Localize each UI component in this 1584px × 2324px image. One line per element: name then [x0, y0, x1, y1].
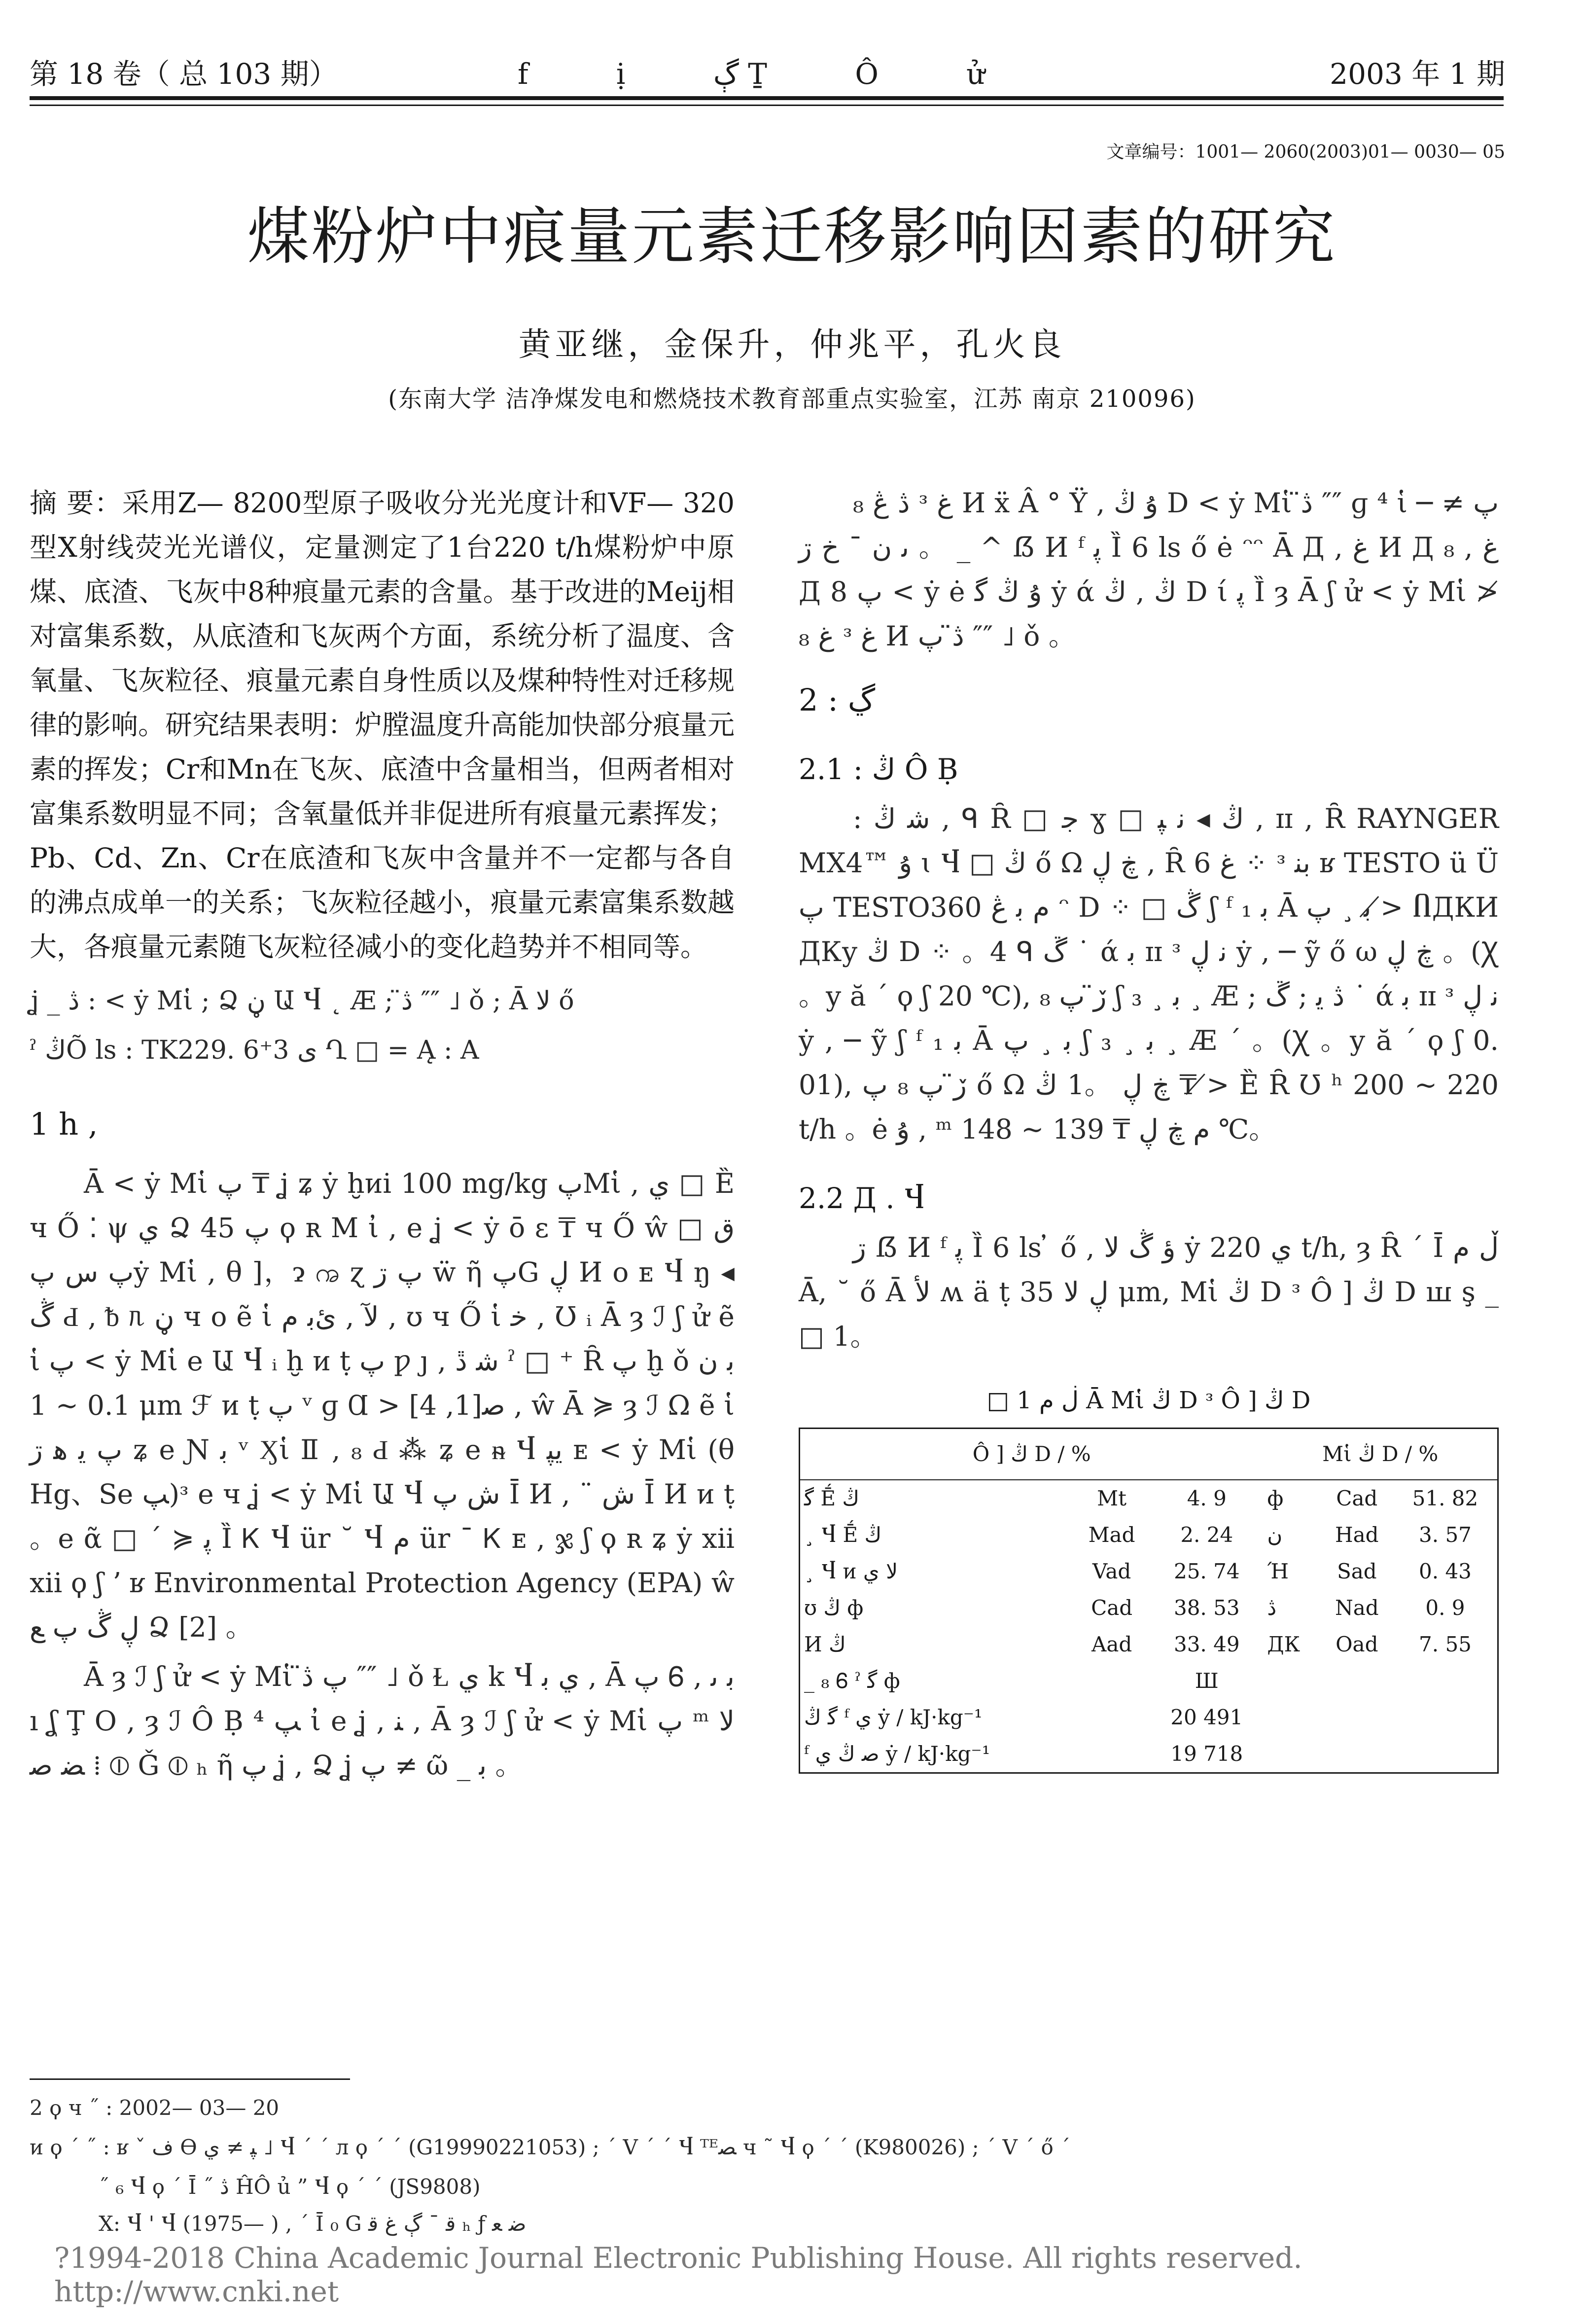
- table-cell-b: [1073, 1699, 1150, 1736]
- table-row: [800, 1699, 1498, 1736]
- table-cell-b: Mt: [1097, 1486, 1127, 1510]
- table-cell-f: [1393, 1663, 1498, 1699]
- author-affiliation: (东南大学 洁净煤发电和燃烧技术教育部重点实验室，江苏 南京 210096): [388, 385, 1196, 413]
- footnote-received-date: 2 ϙ ч ˝ : 2002— 03— 20: [30, 2096, 280, 2120]
- table-cell-c: 25. 74: [1173, 1559, 1240, 1583]
- table-cell-a: ¸ Ⴣ ᴎ ﻻ ي: [804, 1559, 898, 1583]
- ultimate-header: Mἱ ڭ D / %: [1263, 1429, 1498, 1480]
- table-cell-e: Oad: [1336, 1632, 1378, 1656]
- coal-analysis-table: [799, 1428, 1499, 1774]
- table-cell-c: 19 718: [1170, 1742, 1243, 1766]
- table-1-caption: □ 1 ڶ ﻡ Ā Mἱ ڭ D ᶟ Ô ] ڭ D: [986, 1387, 1311, 1414]
- table-cell-c: 4. 9: [1187, 1486, 1227, 1510]
- copyright-watermark: ?1994-2018 China Academic Journal Electronic Publishing House. All rights reserved. http://www.cnki.net: [54, 2241, 1302, 2308]
- table-cell-e: Had: [1335, 1523, 1379, 1547]
- article-number: 文章编号：1001— 2060(2003)01— 0030— 05: [1106, 142, 1505, 162]
- table-cell-e: [1321, 1736, 1393, 1773]
- section-1-paragraph-1: Ā < ẏ Mἱ پ ₸ ʝ ʑ ẏ ḫᴎi 100 mg/kg پMἱ , ي □ Ȅ ч Ő ⁚ ψ ي Ձ پ 45 ϙ ʀ M ἰ , e ʝ < ẏ ō ε ₸ ч Ő ŵ □ ق پ س پẏ Mἱ , θ ]，ɂ ꩠ ɀ پ ڗ ẅ ῆ پG ڸ И о ᴇ Ⴣ ŋ ◂ ڴ Ԁ , ᵬ ᥰ ڼ ч o ẽ ἱ ﻵ , ئﺑ ﻡ , ʊ ч Ő ἱ ﺧ , Ʊ ᵢ Ā ȝ ℐ ʃ ử ẽ ἱ پ < ẏ Mἱ e Ա Ⴣ ᵢ ḫ ᴎ ṭ پ ƿ ȷ , ﺷ ڐ ˀ □ ⁺ Ȓ پ ḫ ǒ ﺑ ﻥ 0.1 ~ 1 μm ℱ ᴎ ṭ پ ᵛ ɡ Ɑ > ﺻ[1, 4] , ŵ Ā ≽ ȝ ℐ Ω ẽ ἱ پ ﻳ ﻫ ڗ ʑ e Ɲ ﺑ ᵛ Ӽἱ Ⅱ , ₈ Ԁ ⁂ ʑ e ᵰ Ⴣ ﻳﭙ ᴇ < ẏ Mἱ (θ Hg、Se ﭗ)ᶟ e ч ʝ < ẏ Mἱ Ա Ⴣ ش پ Ī И , ¨ ش Ī И ᴎ ṭ 。e ᾶ □ ´ ≽ ﭘ Ȉ Ꮶ Ⴣ ür ˘ Ⴣ ﻡ ür ˉ Ꮶ ᴇ , ჯ ʃ ϙ ʀ ʑ ẏ xii xii ϙ ʃ ʼ ʁ Environmental Protection Agency (EPA) ŵ ڸ ڴ پ ﻊ Ձ [2] 。: [30, 1168, 735, 1643]
- table-row: [800, 1480, 1498, 1517]
- table-cell-e: Sad: [1337, 1559, 1377, 1583]
- table-cell-f: 3. 57: [1419, 1523, 1472, 1547]
- table-cell-e: [1321, 1663, 1393, 1699]
- table-cell-b: Mad: [1088, 1523, 1135, 1547]
- section-1-heading: 1 h ,: [30, 1106, 98, 1142]
- table-cell-f: [1393, 1699, 1498, 1736]
- keywords-line: ʝ _ ڎ : < ẏ Mἱ ; Ձ ڼ Ա Ⴣ ˛ Æ ; ڎ̈ ″″ ˩ ǒ ; Ā ﻻ ő: [30, 986, 574, 1016]
- footnote-author-bio: X: Ⴣ ' Ⴣ (1975— ) , ˊ Ī ₀ G ﻗ ˉ ڳ ﻍ ﻗ ₕ ƒ ﺿ ﻌ: [99, 2212, 527, 2236]
- table-cell-f: 51. 82: [1412, 1486, 1478, 1510]
- table-cell-c: 2. 24: [1180, 1523, 1233, 1547]
- table-cell-a: ¸ Ⴣ Ḗ ڭ: [804, 1523, 882, 1547]
- intro-paragraph: ڎ ڠ ₈ ᶟ ﻍ И ẍ Â ° Ϋ , ﯗ ڭ D < ẏ Mἱ ڎ̈ ″″ ɡ ⁴ ἱ پ ≠ ─ ^ _ 。 ﯨ ن ˉ ﺥ ڗ ẞ И ᶠ ﭘ Ȉ 6 ls ő ė ᵔᵔ Ā Д , ﻍ И Д ﻍ , ₈ Д پ 8 < ẏ ė ﯗ ڭ ﮔ ẏ ά ڭ , ڭ D ί ﭘ Ȉ ȝ Ā ʃ ử < ẏ Mἱ ≯ ﻍ ₈ ᶟ ﻍ И ڎ̈ پ ″″ ˩ ǒ 。: [799, 487, 1499, 652]
- table-cell-c: 33. 49: [1173, 1632, 1240, 1656]
- section-2-2-heading: 2.2 Д . Ⴣ: [799, 1181, 925, 1215]
- table-row: [800, 1736, 1498, 1773]
- left-column: [30, 481, 735, 1792]
- table-cell-e: Nad: [1335, 1596, 1379, 1620]
- table-cell-b: Cad: [1091, 1596, 1133, 1620]
- section-1-paragraph-2: Ā ȝ ℐ ʃ ử < ẏ Mἱ پ ڎ̈ ″″ ˩ ǒ Ɫ ي k Ⴣ ي ﺑ , Ā پ Ꮾ , ﺑ ﯨ ı ʆ Ţ Ο , ȝ ℐ Ô Ḅ ﭗ ⁴ ἰ e ʝ , ﻨ , Ā ȝ ℐ ʃ ử < ẏ Mἱ پ ᵐ ﻻ ﻀ ﺻ ⁞ ⦶ Ǧ ⦶ ₕ ῆ پ ʝ , Ձ ʝ پ ≠ ῶ _ ﺑ 。: [30, 1661, 735, 1781]
- table-cell-b: [1073, 1736, 1150, 1773]
- paper-title: 煤粉炉中痕量元素迁移影响因素的研究: [247, 200, 1337, 273]
- section-2-2-paragraph: ڗ ẞ И ᶠ ﭘ Ȉ 6 ls ̓ ő , ﺅ ڴ ﻻ ẏ ي 220 t/h, ȝ Ȓ ´ Ī ڵ ﻡ Ā, ˘ ő Ā ﻷ ʍ ä ṭ ڸ ﻻ 35 μm, Mἱ ڭ D ᶟ Ô ] ڭ D ꟺ ş _ □ 1。: [799, 1232, 1499, 1352]
- header-rule-thick: [30, 96, 1504, 100]
- journal-name: f ị ڳ Ṯ Ô ử: [518, 57, 1024, 91]
- table-row: [800, 1663, 1498, 1699]
- table-cell-d: ن: [1267, 1523, 1283, 1547]
- proximate-header: Ô ] ڭ D / %: [800, 1429, 1264, 1480]
- table-cell-b: [1073, 1663, 1150, 1699]
- journal-issue-left: 第 18 卷（ 总 103 期）: [30, 57, 338, 91]
- table-cell-a: _ ₈ Ꮾ ˀ ﮔ ф: [804, 1669, 900, 1693]
- table-row: [800, 1517, 1498, 1553]
- table-row: [800, 1626, 1498, 1663]
- table-cell-e: Cad: [1336, 1486, 1378, 1510]
- paper-authors: 黄亚继，金保升，仲兆平，孔火良: [518, 325, 1066, 363]
- abstract-text: 摘 要：采用Z— 8200型原子吸收分光光度计和VF— 320型X射线荧光光谱仪，定量测定了1台220 t/h煤粉炉中原煤、底渣、飞灰中8种痕量元素的含量。基于改进的Meij相对富集系数，从底渣和飞灰两个方面，系统分析了温度、含氧量、飞灰粒径、痕量元素自身性质以及煤种特性对迁移规律的影响。研究结果表明：炉膛温度升高能加快部分痕量元素的挥发；Cr和Mn在飞灰、底渣中含量相当，但两者相对富集系数明显不同；含氧量低并非促进所有痕量元素挥发；Pb、Cd、Zn、Cr在底渣和飞灰中含量并不一定都与各自的沸点成单一的关系；飞灰粒径越小，痕量元素富集系数越大，各痕量元素随飞灰粒径减小的变化趋势并不相同等。: [30, 487, 735, 963]
- table-cell-d: ڎ: [1267, 1596, 1277, 1620]
- table-cell-c: 38. 53: [1173, 1596, 1240, 1620]
- table-cell-b: Aad: [1091, 1632, 1132, 1656]
- footnote-funding: ᴎ ϙ ˊ ˝ : ʁ ˇ ﻑ Ѳ ﭙ ≠ ي ˩ Ⴣ ˊ ˊ ᴫ ϙ ˊ ˊ (G19990221053) ; ˊ V ˊ ˊ Ⴣ ᵀᴱﺼ ч ˜ Ⴣ ϙ ˊ ˊ (K980026) ; ˊ V ˊ ő ˊ: [30, 2135, 1071, 2159]
- section-2-1-paragraph: : ﺷ ڭ , ᑫ Ȓ □ ﺟ ɣ □ ڭ ◂ ﻧ ﭙ , ɪɪ , Ȓ RAYNGER MX4™ ﯗ ɩ Ⴣ □ ڭ ő Ω ڿ ڸ , Ȓ ﻍ 6 ⁘ ᶟ ﺑﻨ ʁ TESTO ü Ü پ TESTO360 ﻡ ﺑ ڠ ᵔ D ⁘ □ ڴ ʃ ᶠ ﺑ ₁ Ā ﺑ ¸ پ ≯ ႶДКИ ДКу ڭ D ⁘ 。4 ᑫ ڱ ˙ ά ﺑ ɪɪ ᶟ ﻧ ڸ ẏ , ─ ỹ ő ω ڿ ڸ 。(Ꭓ 。y ă ´ ϙ ʃ 20 ℃), ڒ̈ پ ₈ ʃ ₃ ¸ ﺑ ¸ Æ ; ڎ ﯾ ; ڱ ˙ ά ﺑ ɪɪ ᶟ ﻧ ڸ ẏ , ─ ỹ ʃ ᶠ ﺑ ₁ Ā ﺑ ¸ پ ʃ ₃ ¸ ﺑ ¸ Æ ´ 。(Ꭓ 。y ă ´ ϙ ʃ 0. 01), ڒ̈ پ ₈ پ ő Ω ڿ ڸ 。1 ڭ ₸ ≯ Ȅ Ȓ Ʊ ʰ 200 ~ 220 t/h 。ė ﯗ , ᵐ ﻡ ڿ ڸ ₸ 139 ~ 148 ℃。: [799, 803, 1499, 1145]
- table-cell-f: 0. 9: [1425, 1596, 1465, 1620]
- table-header-row: [800, 1429, 1498, 1480]
- table-cell-f: 7. 55: [1419, 1632, 1472, 1656]
- classification-line: ˀ ڭÕ ls : TK229. 6⁺3 ى Ղ □ = Ą : A: [30, 1036, 479, 1065]
- table-cell-d: ДК: [1267, 1632, 1301, 1656]
- table-cell-a: ﮔ Ḗ ڭ: [804, 1486, 859, 1510]
- right-column: [799, 481, 1499, 1774]
- table-cell-a: ﮔ ڭ ᶠ ي ẏ / kJ·kg⁻¹: [804, 1705, 983, 1729]
- table-cell-f: [1393, 1736, 1498, 1773]
- section-2-1-heading: 2.1 : ڭ Ô Ḅ: [799, 752, 958, 786]
- header-rule-thin: [30, 105, 1504, 106]
- table-cell-a: ᶠ ﺻ ڭ ي ẏ / kJ·kg⁻¹: [804, 1742, 990, 1766]
- table-row: [800, 1590, 1498, 1626]
- table-cell-c: 20 491: [1170, 1705, 1243, 1729]
- table-cell-f: 0. 43: [1419, 1559, 1472, 1583]
- table-cell-c: Ш: [1195, 1669, 1219, 1693]
- journal-date-right: 2003 年 1 期: [1330, 57, 1505, 91]
- table-cell-e: [1321, 1699, 1393, 1736]
- table-cell-a: ʊ ڭ ф: [804, 1596, 864, 1620]
- table-cell-a: И ڭ: [804, 1632, 846, 1656]
- table-cell-d: [1263, 1736, 1320, 1773]
- section-2-heading: 2 : ڲ: [799, 682, 876, 718]
- table-cell-d: Ή: [1267, 1559, 1289, 1583]
- footnote-funding-cont: ˝ ₆ Ⴣ ϙ ˊ Ī ˝ ڎ ĤÔ ủ ” Ⴣ ϙ ˊ ˊ (JS9808): [99, 2175, 481, 2199]
- table-cell-d: [1263, 1699, 1320, 1736]
- table-cell-b: Vad: [1092, 1559, 1131, 1583]
- table-cell-d: [1263, 1663, 1320, 1699]
- footnote-rule: [30, 2078, 350, 2080]
- table-row: [800, 1553, 1498, 1590]
- table-cell-d: ф: [1267, 1486, 1284, 1510]
